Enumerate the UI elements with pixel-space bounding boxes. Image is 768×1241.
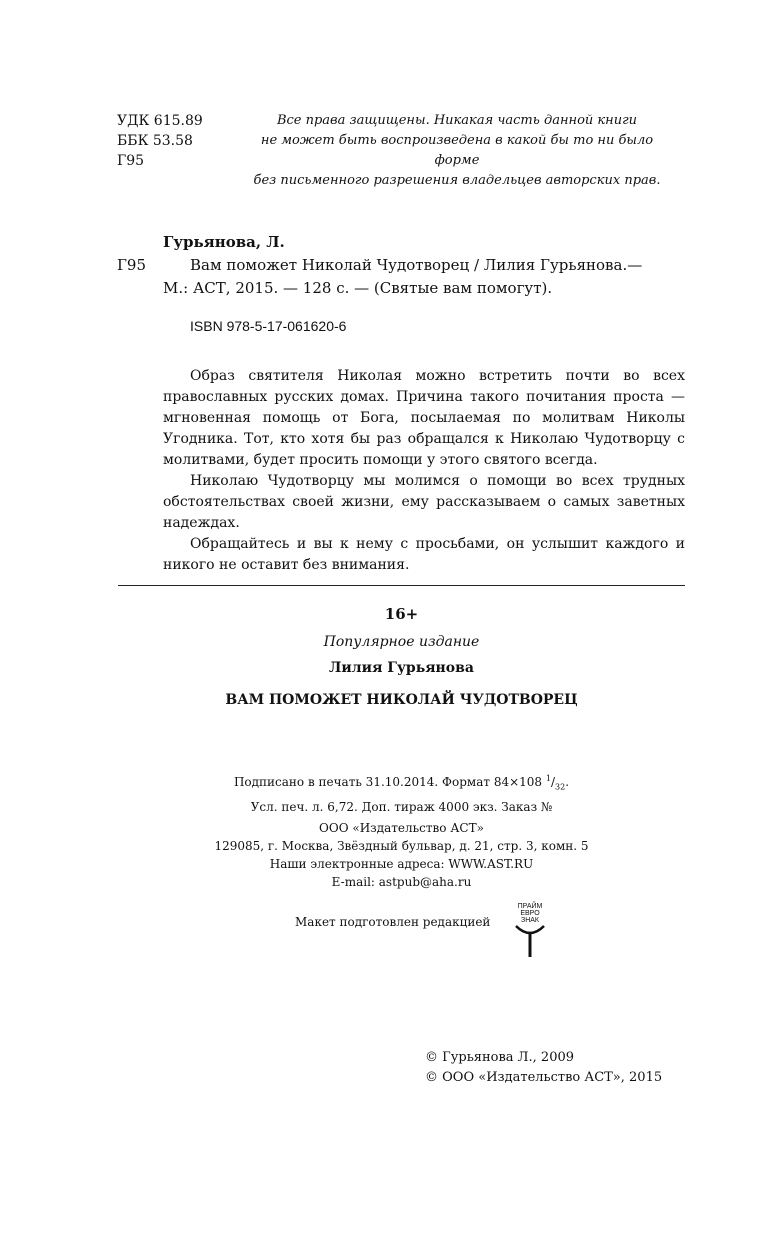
publisher-block [118,819,685,891]
publisher-address: 129085, г. Москва, Звёздный бульвар, д. 21, стр. 3, комн. 5 [214,839,589,853]
imprint-details: Усл. печ. л. 6,72. Доп. тираж 4000 экз. Заказ № [250,800,553,815]
age-rating: 16+ [384,605,419,623]
copyright-author: © Гурьянова Л., 2009 [425,1050,575,1065]
prime-evro-znak-logo [509,903,551,959]
book-title: ВАМ ПОМОЖЕТ НИКОЛАЙ ЧУДОТВОРЕЦ [225,692,578,708]
rights-line: без письменного разрешения владельцев авторских прав. [253,173,661,188]
copyright-publisher: © ООО «Издательство АСТ», 2015 [425,1070,663,1085]
annotation-paragraph: Образ святителя Николая можно встретить почти во всех православных русских домах. Причина такого почитания проста — мгновенная помощь от Бога, посылаемая по молитвам Николы Угодника. Тот, кто хотя бы раз обращался к Николаю Чудотворцу с молитвами, будет просить помощи у этого святого всегда. [163,368,685,468]
rights-line: не может быть воспроизведена в какой бы то ни было форме [260,133,654,168]
imprint-block [118,769,685,817]
logo-text-prime: ПРАЙМ [517,903,543,910]
format-end: . [565,775,570,789]
rights-notice [238,111,676,191]
annotation-paragraph: Николаю Чудотворцу мы молимся о помощи во всех трудных обстоятельствах своей жизни, ему рассказываем о самых заветных надеждах. [163,473,685,531]
bbk-code: ББК 53.58 [117,133,193,149]
logo-text-evro: ЕВРО [520,910,540,917]
divider [118,585,685,586]
imprint-signed-text: Подписано в печать 31.10.2014. Формат 84×108 [233,775,546,789]
isbn: ISBN 978-5-17-061620-6 [190,318,347,334]
catalog-author: Гурьянова, Л. [163,233,285,251]
author-mark: Г95 [117,153,145,169]
catalog-publication-line: М.: АСТ, 2015. — 128 с. — (Святые вам помогут). [163,279,553,297]
catalog-mark: Г95 [117,256,147,274]
rights-line: Все права защищены. Никакая часть данной книги [276,113,638,128]
imprint-signed-line: Подписано в печать 31.10.2014. Формат 84×108 $^1/_{32}$. [233,774,570,792]
format-denominator: 32 [555,782,566,792]
logo-mark-icon [509,924,551,959]
edition-type: Популярное издание [323,634,480,650]
layout-credit: Макет подготовлен редакцией [295,915,491,929]
book-author: Лилия Гурьянова [329,660,474,676]
annotation-paragraph: Обращайтесь и вы к нему с просьбами, он услышит каждого и никого не оставит без внимания. [163,536,685,573]
logo-text-znak: ЗНАК [520,917,540,924]
publisher-web: Наши электронные адреса: WWW.AST.RU [269,857,534,871]
copyright-block [425,1048,662,1088]
udk-code: УДК 615.89 [117,113,203,129]
annotation [163,366,685,576]
publisher-name: ООО «Издательство АСТ» [319,821,484,835]
catalog-title-line: Вам поможет Николай Чудотворец / Лилия Гурьянова.— [190,256,643,274]
classification-codes [117,111,203,171]
format-numerator: 1 [545,774,551,783]
publisher-email: E-mail: astpub@aha.ru [331,875,472,889]
